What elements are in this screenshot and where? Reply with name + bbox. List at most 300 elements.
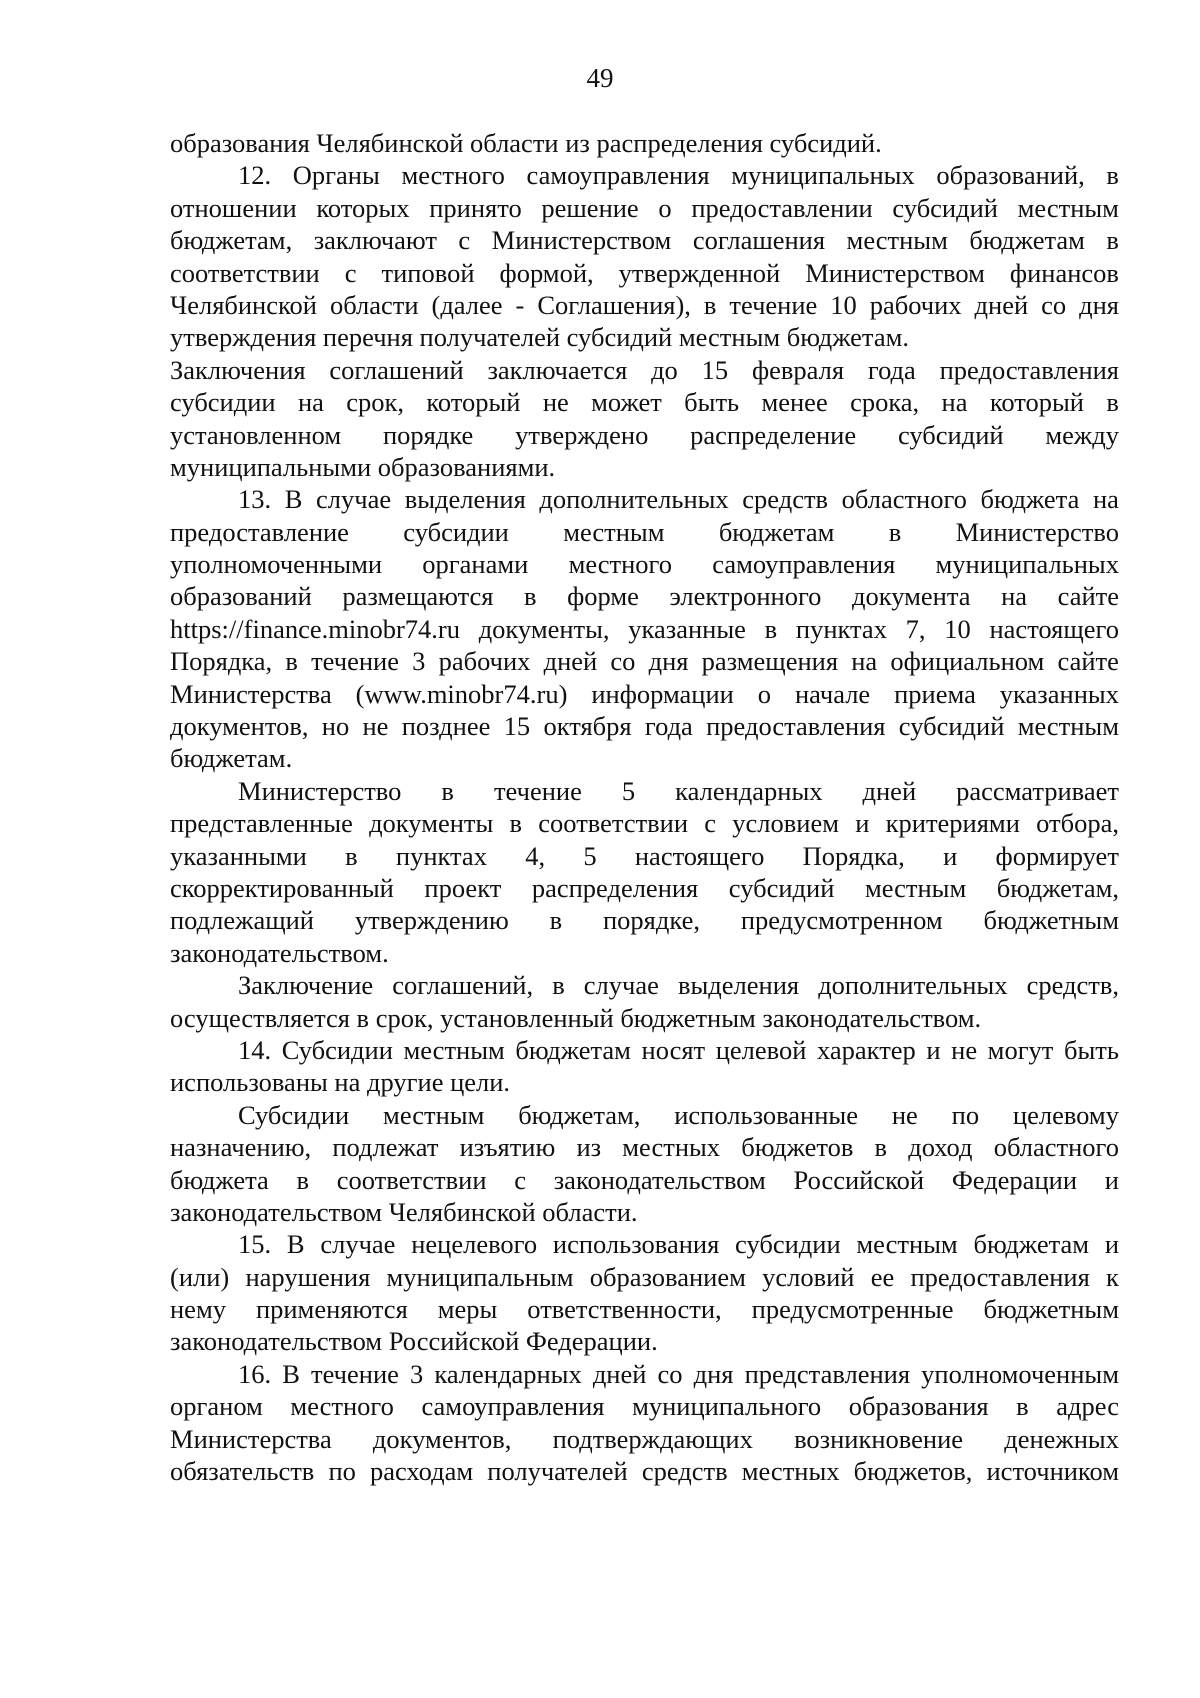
- word: обязательств: [170, 1456, 315, 1487]
- text-line: [170, 1423, 1119, 1455]
- text-line: [170, 580, 1119, 612]
- text-line: законодательством Челябинской области.: [170, 1196, 638, 1227]
- word: электронного: [669, 581, 822, 612]
- word: Российской: [793, 1164, 925, 1195]
- word: уполномоченными: [170, 549, 383, 580]
- word: подтверждающих: [552, 1423, 753, 1454]
- word: подлежащий: [170, 905, 314, 936]
- text-line: [170, 159, 1119, 191]
- word: выделения: [677, 970, 800, 1001]
- word: течение: [311, 1358, 399, 1389]
- word: целевому: [1012, 1099, 1119, 1130]
- text-line: осуществляется в срок, установленный бюджетным законодательством.: [170, 1002, 982, 1033]
- word: дня: [648, 646, 689, 677]
- word: 10: [830, 289, 857, 320]
- text-line: [170, 613, 1119, 645]
- word: сайте: [1057, 581, 1119, 612]
- word: субсидии: [170, 387, 276, 418]
- word: рабочих: [438, 646, 531, 677]
- word: образования: [848, 1391, 989, 1422]
- word: утвержденной: [618, 257, 781, 288]
- word: не: [362, 711, 389, 742]
- word: указанными: [170, 840, 307, 871]
- word: о: [757, 678, 772, 709]
- word: случае: [320, 1229, 396, 1260]
- word: с: [514, 1164, 526, 1195]
- word: местного: [290, 1391, 394, 1422]
- word: февраля: [751, 354, 845, 385]
- word: в: [1016, 1391, 1029, 1422]
- word: изъятию: [459, 1132, 556, 1163]
- word: дополнительных: [818, 970, 1008, 1001]
- word: самоуправления: [526, 160, 710, 191]
- text-line: [170, 1455, 1119, 1487]
- word: (или): [170, 1261, 230, 1292]
- word: В: [282, 1358, 300, 1389]
- word: в: [345, 840, 358, 871]
- word: 15: [701, 354, 729, 385]
- word: законодательством: [553, 1164, 766, 1195]
- word: между: [1045, 419, 1119, 450]
- text-line: [170, 257, 1119, 289]
- word: на: [941, 387, 968, 418]
- word: 15: [503, 711, 531, 742]
- text-line: [170, 516, 1119, 548]
- text-line: [170, 645, 1119, 677]
- word: местным: [403, 1034, 505, 1065]
- word: условием: [732, 808, 839, 839]
- word: течение: [729, 289, 818, 320]
- word: Министерства: [170, 678, 332, 709]
- word: 16.: [238, 1358, 272, 1389]
- word: который: [426, 387, 521, 418]
- word: 5: [621, 775, 636, 806]
- word: ее: [870, 1261, 895, 1292]
- word: представления: [744, 1358, 911, 1389]
- word: пунктах: [395, 840, 487, 871]
- word: о: [658, 192, 672, 223]
- word: порядке: [382, 419, 474, 450]
- word: муниципальных: [731, 160, 915, 191]
- word: документов,: [170, 711, 309, 742]
- word: может: [591, 387, 662, 418]
- word: могут: [987, 1034, 1054, 1065]
- word: в: [552, 970, 565, 1001]
- word: в: [1106, 160, 1119, 191]
- word: предоставления: [910, 1261, 1090, 1292]
- word: Челябинской: [170, 289, 317, 320]
- word: https://finance.minobr74.ru: [170, 613, 460, 644]
- word: в: [441, 775, 454, 806]
- word: подлежат: [332, 1132, 439, 1163]
- word: заключается: [487, 354, 628, 385]
- word: на: [851, 646, 878, 677]
- word: -: [515, 289, 525, 320]
- word: Органы: [292, 160, 380, 191]
- word: Министерства: [170, 1423, 332, 1454]
- word: соответствии: [170, 257, 320, 288]
- word: (www.minobr74.ru): [355, 678, 568, 709]
- word: уполномоченным: [921, 1358, 1119, 1389]
- word: сайте: [1057, 646, 1119, 677]
- text-line: [170, 1293, 1119, 1325]
- word: распределения: [531, 872, 699, 903]
- word: принято: [429, 192, 522, 223]
- word: размещаются: [342, 581, 494, 612]
- word: средств: [641, 1456, 728, 1487]
- text-line: законодательством.: [170, 937, 389, 968]
- word: срок,: [346, 387, 404, 418]
- word: Порядка,: [802, 840, 905, 871]
- text-line: [170, 289, 1119, 321]
- word: предоставление: [170, 516, 349, 547]
- word: назначению,: [170, 1132, 312, 1163]
- word: Субсидии: [281, 1034, 393, 1065]
- word: случае: [316, 484, 392, 515]
- word: предоставления: [706, 711, 886, 742]
- word: из: [576, 1132, 602, 1163]
- word: с: [704, 808, 717, 839]
- text-line: [170, 354, 1119, 386]
- word: документы,: [478, 613, 610, 644]
- word: приема: [894, 678, 976, 709]
- word: на: [1092, 484, 1119, 515]
- word: Соглашения),: [537, 289, 691, 320]
- word: пунктах: [795, 613, 887, 644]
- word: местного: [401, 160, 505, 191]
- word: нарушения: [245, 1261, 371, 1292]
- word: случае: [583, 970, 659, 1001]
- word: со: [657, 1358, 683, 1389]
- word: бюджета: [170, 1164, 269, 1195]
- word: бюджетам: [973, 1229, 1090, 1260]
- word: указанные: [628, 613, 746, 644]
- word: Порядка,: [170, 646, 273, 677]
- word: в: [888, 516, 902, 547]
- word: критериями: [885, 808, 1020, 839]
- word: муниципального: [632, 1391, 822, 1422]
- word: денежных: [1004, 1423, 1119, 1454]
- word: проект: [424, 872, 502, 903]
- word: дня: [1079, 289, 1119, 320]
- text-line: [170, 548, 1119, 580]
- word: субсидий: [892, 192, 998, 223]
- word: носят: [641, 1034, 706, 1065]
- text-line: [170, 710, 1119, 742]
- text-line: [170, 840, 1119, 872]
- text-line: бюджетам.: [170, 743, 293, 774]
- word: 3: [412, 646, 426, 677]
- word: бюджетов,: [853, 1456, 973, 1487]
- word: Министерство: [238, 775, 402, 806]
- word: 14.: [238, 1034, 272, 1065]
- word: дней: [974, 289, 1029, 320]
- word: самоуправления: [712, 549, 896, 580]
- text-line: [170, 1358, 1119, 1390]
- word: рабочих: [869, 289, 962, 320]
- word: нему: [170, 1294, 226, 1325]
- word: формирует: [995, 840, 1119, 871]
- word: соответствии: [538, 808, 689, 839]
- text-line: [170, 1131, 1119, 1163]
- word: применяются: [255, 1294, 408, 1325]
- word: Федерации: [951, 1164, 1077, 1195]
- word: срока,: [850, 387, 920, 418]
- word: предоставления: [939, 354, 1119, 385]
- word: бюджета: [980, 484, 1080, 515]
- word: получателей: [487, 1456, 628, 1487]
- word: соответствии: [336, 1164, 487, 1195]
- text-line: использованы на другие цели.: [170, 1067, 511, 1098]
- word: субсидий: [898, 711, 1005, 742]
- document-body: [170, 127, 1119, 1487]
- word: с: [458, 225, 471, 256]
- word: 15.: [238, 1229, 272, 1260]
- word: решение: [541, 192, 639, 223]
- word: не: [542, 387, 569, 418]
- word: и: [1104, 1164, 1119, 1195]
- word: бюджетам,: [518, 1099, 641, 1130]
- word: которых: [316, 192, 410, 223]
- word: муниципальным: [386, 1261, 574, 1292]
- word: календарных: [675, 775, 823, 806]
- text-line: [170, 483, 1119, 515]
- word: 5: [583, 840, 597, 871]
- text-line: [170, 1390, 1119, 1422]
- word: области: [329, 289, 419, 320]
- word: 10: [944, 613, 971, 644]
- word: дня: [693, 1358, 734, 1389]
- word: бюджетам,: [170, 225, 293, 256]
- word: местным: [864, 872, 967, 903]
- word: соглашений: [329, 354, 464, 385]
- word: в: [703, 289, 717, 320]
- word: по: [951, 1099, 980, 1130]
- word: предусмотренные: [751, 1294, 954, 1325]
- text-line: [170, 1228, 1119, 1260]
- word: распределение: [690, 419, 857, 450]
- word: документы: [369, 808, 494, 839]
- word: со: [610, 646, 636, 677]
- text-line: [170, 224, 1119, 256]
- word: до: [651, 354, 678, 385]
- word: который: [989, 387, 1084, 418]
- word: В: [286, 1229, 305, 1260]
- word: к: [1106, 1261, 1119, 1292]
- word: источником: [986, 1456, 1119, 1487]
- word: условий: [762, 1261, 855, 1292]
- word: местным: [563, 516, 665, 547]
- word: местным: [856, 1229, 958, 1260]
- word: 3: [410, 1358, 424, 1389]
- word: скорректированный: [170, 872, 394, 903]
- word: местным: [1017, 192, 1119, 223]
- word: дней: [862, 775, 917, 806]
- word: образований,: [936, 160, 1085, 191]
- text-line: [170, 1164, 1119, 1196]
- text-line: [170, 904, 1119, 936]
- word: документов,: [372, 1423, 512, 1454]
- word: доход: [908, 1132, 973, 1163]
- word: и: [1104, 1229, 1119, 1260]
- word: финансов: [1009, 257, 1119, 288]
- word: с: [344, 257, 357, 288]
- word: отношении: [170, 192, 297, 223]
- word: местного: [568, 549, 672, 580]
- text-line: [170, 1099, 1119, 1131]
- word: утверждено: [515, 419, 649, 450]
- word: размещения: [701, 646, 839, 677]
- word: календарных: [434, 1358, 582, 1389]
- word: нецелевого: [411, 1229, 538, 1260]
- word: расходам: [369, 1456, 474, 1487]
- word: предусмотренном: [740, 905, 943, 936]
- word: представленные: [170, 808, 353, 839]
- word: не: [891, 1099, 918, 1130]
- word: октября: [543, 711, 632, 742]
- word: информации: [591, 678, 734, 709]
- word: в: [296, 1164, 310, 1195]
- word: документа: [852, 581, 971, 612]
- word: 13.: [238, 484, 272, 515]
- word: настоящего: [634, 840, 765, 871]
- word: Заключение: [238, 970, 374, 1001]
- word: меры: [437, 1294, 498, 1325]
- word: местных: [741, 1456, 840, 1487]
- word: типовой: [381, 257, 475, 288]
- word: по: [328, 1456, 356, 1487]
- text-line: [170, 1034, 1119, 1066]
- word: менее: [761, 387, 828, 418]
- word: субсидии: [735, 1229, 841, 1260]
- word: образований: [170, 581, 312, 612]
- word: адрес: [1056, 1391, 1119, 1422]
- word: рассматривает: [956, 775, 1119, 806]
- word: предоставлении: [691, 192, 873, 223]
- word: в: [764, 613, 778, 644]
- text-line: утверждения перечня получателей субсидий местным бюджетам.: [170, 322, 909, 353]
- word: дней: [543, 646, 598, 677]
- word: (далее: [431, 289, 503, 320]
- text-line: [170, 872, 1119, 904]
- page-number: 49: [586, 63, 614, 93]
- word: в: [874, 1132, 888, 1163]
- word: течение: [311, 646, 399, 677]
- word: со: [1041, 289, 1067, 320]
- word: 4,: [525, 840, 546, 871]
- word: использованные: [674, 1099, 858, 1130]
- word: Министерство: [955, 516, 1119, 547]
- text-line: [170, 775, 1119, 807]
- word: официальном: [890, 646, 1045, 677]
- word: бюджетным: [983, 905, 1119, 936]
- word: в: [549, 905, 563, 936]
- word: субсидий: [728, 872, 835, 903]
- word: соглашений,: [392, 970, 534, 1001]
- text-line: [170, 1261, 1119, 1293]
- text-line: муниципальными образованиями.: [170, 451, 556, 482]
- word: на: [1001, 581, 1028, 612]
- word: ответственности,: [527, 1294, 722, 1325]
- word: дополнительных: [539, 484, 729, 515]
- word: отбора,: [1036, 808, 1119, 839]
- word: органами: [422, 549, 529, 580]
- word: областного: [993, 1132, 1119, 1163]
- word: течение: [493, 775, 582, 806]
- word: бюджетов: [741, 1132, 854, 1163]
- word: использования: [552, 1229, 720, 1260]
- word: настоящего: [989, 613, 1119, 644]
- word: местным: [846, 225, 948, 256]
- word: быть: [684, 387, 740, 418]
- word: выделения: [404, 484, 526, 515]
- word: указанных: [999, 678, 1119, 709]
- word: не: [951, 1034, 978, 1065]
- word: средств,: [1026, 970, 1119, 1001]
- word: быть: [1063, 1034, 1119, 1065]
- word: на: [297, 387, 324, 418]
- word: заключают: [313, 225, 437, 256]
- word: возникновение: [794, 1423, 964, 1454]
- word: бюджетам,: [996, 872, 1119, 903]
- word: дней: [592, 1358, 647, 1389]
- word: самоуправления: [421, 1391, 605, 1422]
- word: характер: [817, 1034, 916, 1065]
- word: бюджетам: [969, 225, 1085, 256]
- word: утверждению: [354, 905, 509, 936]
- word: в: [285, 646, 298, 677]
- text-line: [170, 419, 1119, 451]
- word: соглашения: [692, 225, 826, 256]
- word: но: [321, 711, 350, 742]
- word: органом: [170, 1391, 263, 1422]
- word: года: [867, 354, 916, 385]
- word: и: [855, 808, 870, 839]
- word: позднее: [401, 711, 491, 742]
- word: начале: [794, 678, 871, 709]
- word: целевой: [715, 1034, 807, 1065]
- word: местным: [383, 1099, 485, 1130]
- word: в: [1106, 387, 1119, 418]
- word: В: [284, 484, 303, 515]
- word: образованием: [589, 1261, 746, 1292]
- word: субсидии: [403, 516, 509, 547]
- word: областного: [841, 484, 967, 515]
- text-line: законодательством Российской Федерации.: [170, 1326, 658, 1357]
- word: Министерством: [491, 225, 672, 256]
- word: порядке,: [603, 905, 700, 936]
- word: Заключения: [170, 354, 306, 385]
- word: 7,: [905, 613, 926, 644]
- word: года: [644, 711, 693, 742]
- word: Субсидии: [238, 1099, 350, 1130]
- text-line: [170, 678, 1119, 710]
- word: в: [509, 808, 523, 839]
- text-line: [170, 386, 1119, 418]
- word: и: [943, 840, 958, 871]
- word: субсидий: [897, 419, 1004, 450]
- word: местным: [1017, 711, 1119, 742]
- word: муниципальных: [935, 549, 1119, 580]
- word: в: [524, 581, 537, 612]
- text-line: [170, 192, 1119, 224]
- word: местных: [622, 1132, 721, 1163]
- word: и: [926, 1034, 941, 1065]
- word: бюджетным: [983, 1294, 1119, 1325]
- word: в: [1106, 225, 1119, 256]
- word: средств: [742, 484, 829, 515]
- word: Министерством: [805, 257, 985, 288]
